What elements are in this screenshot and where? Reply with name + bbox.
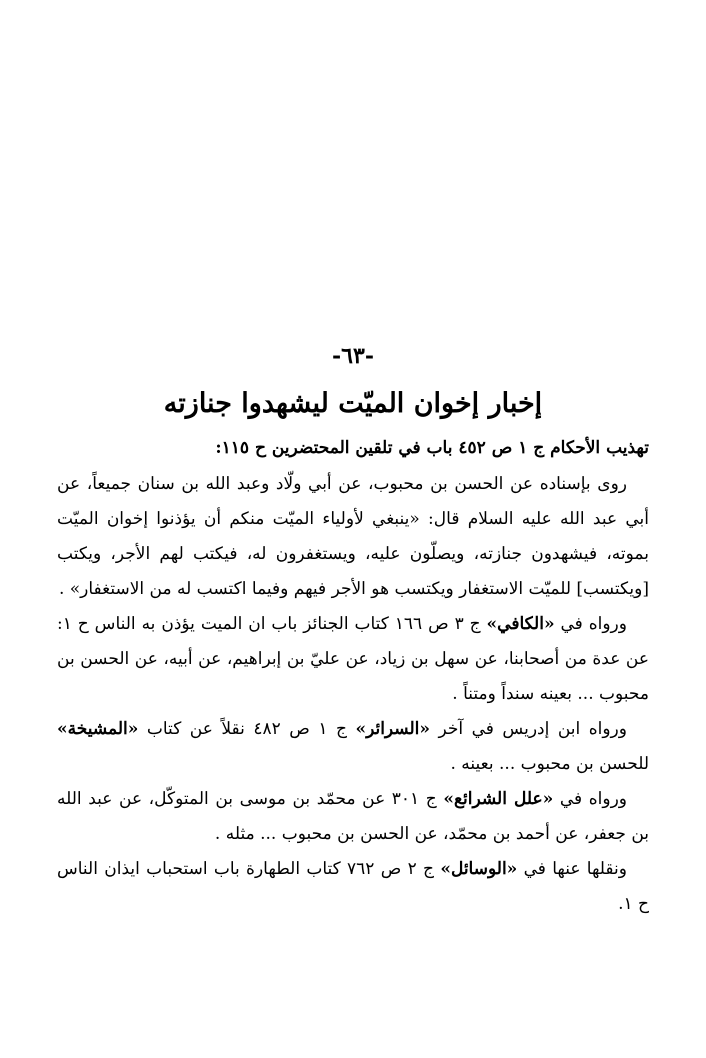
section-title: إخبار إخوان الميّت ليشهدوا جنازته	[163, 388, 543, 419]
paragraph-5	[57, 852, 649, 922]
paragraph-2	[57, 607, 649, 712]
book-title-wasail: «الوسائل»	[440, 859, 518, 879]
paragraph-1: روى بإسناده عن الحسن بن محبوب، عن أبي ولّاد وعبد الله بن سنان جميعاً، عن أبي عبد الله عليه السلام قال: «ينبغي لأولياء الميّت منكم أن يؤذنوا إخوان الميّت بموته، فيشهدون جنازته، ويصلّون عليه، ويستغفرون له، فيكتب لهم الأجر، ويكتب [ويكتسب] للميّت الاستغفار ويكتسب هو الأجر فيهم وفيما اكتسب له من الاستغفار» .	[57, 474, 649, 599]
paragraph-3-mid: ج ١ ص ٤٨٢ نقلاً عن كتاب	[138, 719, 356, 739]
book-title-mashikha: «المشيخة»	[57, 719, 139, 739]
paragraph-3-pre: ورواه ابن إدريس في آخر	[430, 719, 627, 739]
book-title-sarair: «السرائر»	[355, 719, 430, 739]
book-title-kafi: «الكافي»	[486, 614, 555, 634]
paragraph-3-post: للحسن بن محبوب ... بعينه .	[450, 754, 649, 774]
paragraph-4-pre: ورواه في	[553, 789, 628, 809]
book-title-ilal: «علل الشرائع»	[443, 789, 554, 809]
paragraph-2-post: ج ٣ ص ١٦٦ كتاب الجنائز باب ان الميت يؤذن به الناس ح ١: عن عدة من أصحابنا، عن سهل بن زياد، عن عليّ بن إبراهيم، عن أبيه، عن الحسن بن محبوب ... بعينه سنداً ومتناً .	[57, 614, 649, 704]
paragraph-5-pre: ونقلها عنها في	[517, 859, 627, 879]
body-text	[57, 467, 649, 922]
paragraph-4	[57, 782, 649, 852]
page-number: -٦٣-	[332, 343, 374, 369]
source-citation: تهذيب الأحكام ج ١ ص ٤٥٢ باب في تلقين المحتضرين ح ١١٥:	[215, 438, 649, 458]
paragraph-5-post: ج ٢ ص ٧٦٢ كتاب الطهارة باب استحباب ايذان الناس ح ١.	[57, 859, 649, 914]
paragraph-4-post: ج ٣٠١ عن محمّد بن موسى بن المتوكّل، عن عبد الله بن جعفر، عن أحمد بن محمّد، عن الحسن بن محبوب ... مثله .	[57, 789, 649, 844]
paragraph-2-pre: ورواه في	[554, 614, 627, 634]
paragraph-3	[57, 712, 649, 782]
